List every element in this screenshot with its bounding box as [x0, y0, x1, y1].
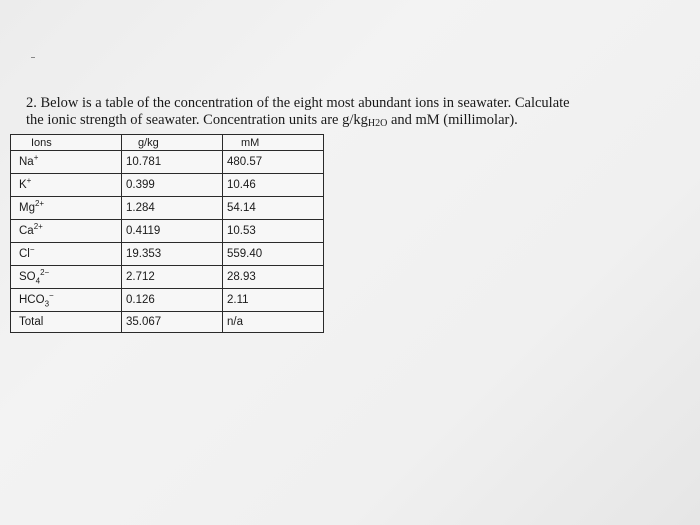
gkg-cell: 1.284 [122, 197, 223, 220]
stray-mark [31, 57, 35, 58]
table-row-total [11, 312, 324, 333]
mm-cell: 10.53 [223, 220, 324, 243]
table-header-row [11, 135, 324, 151]
ion-cell: Total [11, 312, 122, 333]
table-row [11, 174, 324, 197]
gkg-cell: 10.781 [122, 151, 223, 174]
table-row [11, 243, 324, 266]
question-text [26, 95, 666, 132]
table-row [11, 289, 324, 312]
mm-cell: 54.14 [223, 197, 324, 220]
gkg-cell: 0.4119 [122, 220, 223, 243]
ion-cell: Na+ [11, 151, 122, 174]
table-row [11, 266, 324, 289]
gkg-cell: 35.067 [122, 312, 223, 333]
mm-cell: 480.57 [223, 151, 324, 174]
ion-cell: Cl− [11, 243, 122, 266]
ion-cell: $Ca^{2+}$ [11, 220, 122, 243]
table-row [11, 151, 324, 174]
ion-cell: K+ [11, 174, 122, 197]
question-line2-pre: the ionic strength of seawater. Concentration units are g/kg [26, 112, 368, 128]
gkg-cell: 0.126 [122, 289, 223, 312]
mm-cell: 559.40 [223, 243, 324, 266]
ion-cell: $SO_4^{2-}$ [11, 266, 122, 289]
question-line2-post: and mM (millimolar). [387, 112, 518, 128]
header-gkg: g/kg [122, 135, 223, 151]
mm-cell: 10.46 [223, 174, 324, 197]
mm-cell: 28.93 [223, 266, 324, 289]
header-ions: Ions [11, 135, 122, 151]
gkg-cell: 0.399 [122, 174, 223, 197]
question-number: 2. [26, 95, 37, 111]
question-line1: Below is a table of the concentration of the eight most abundant ions in seawater. Calculate [40, 95, 570, 111]
mm-cell: 2.11 [223, 289, 324, 312]
table-row [11, 220, 324, 243]
question-line2-sub: H2O [367, 118, 388, 129]
ion-concentration-table [10, 134, 324, 333]
gkg-cell: 19.353 [122, 243, 223, 266]
ion-cell: $Mg^{2+}$ [11, 197, 122, 220]
table-row [11, 197, 324, 220]
mm-cell: n/a [223, 312, 324, 333]
ion-cell: $HCO_3^-$ [11, 289, 122, 312]
gkg-cell: 2.712 [122, 266, 223, 289]
header-mm: mM [223, 135, 324, 151]
